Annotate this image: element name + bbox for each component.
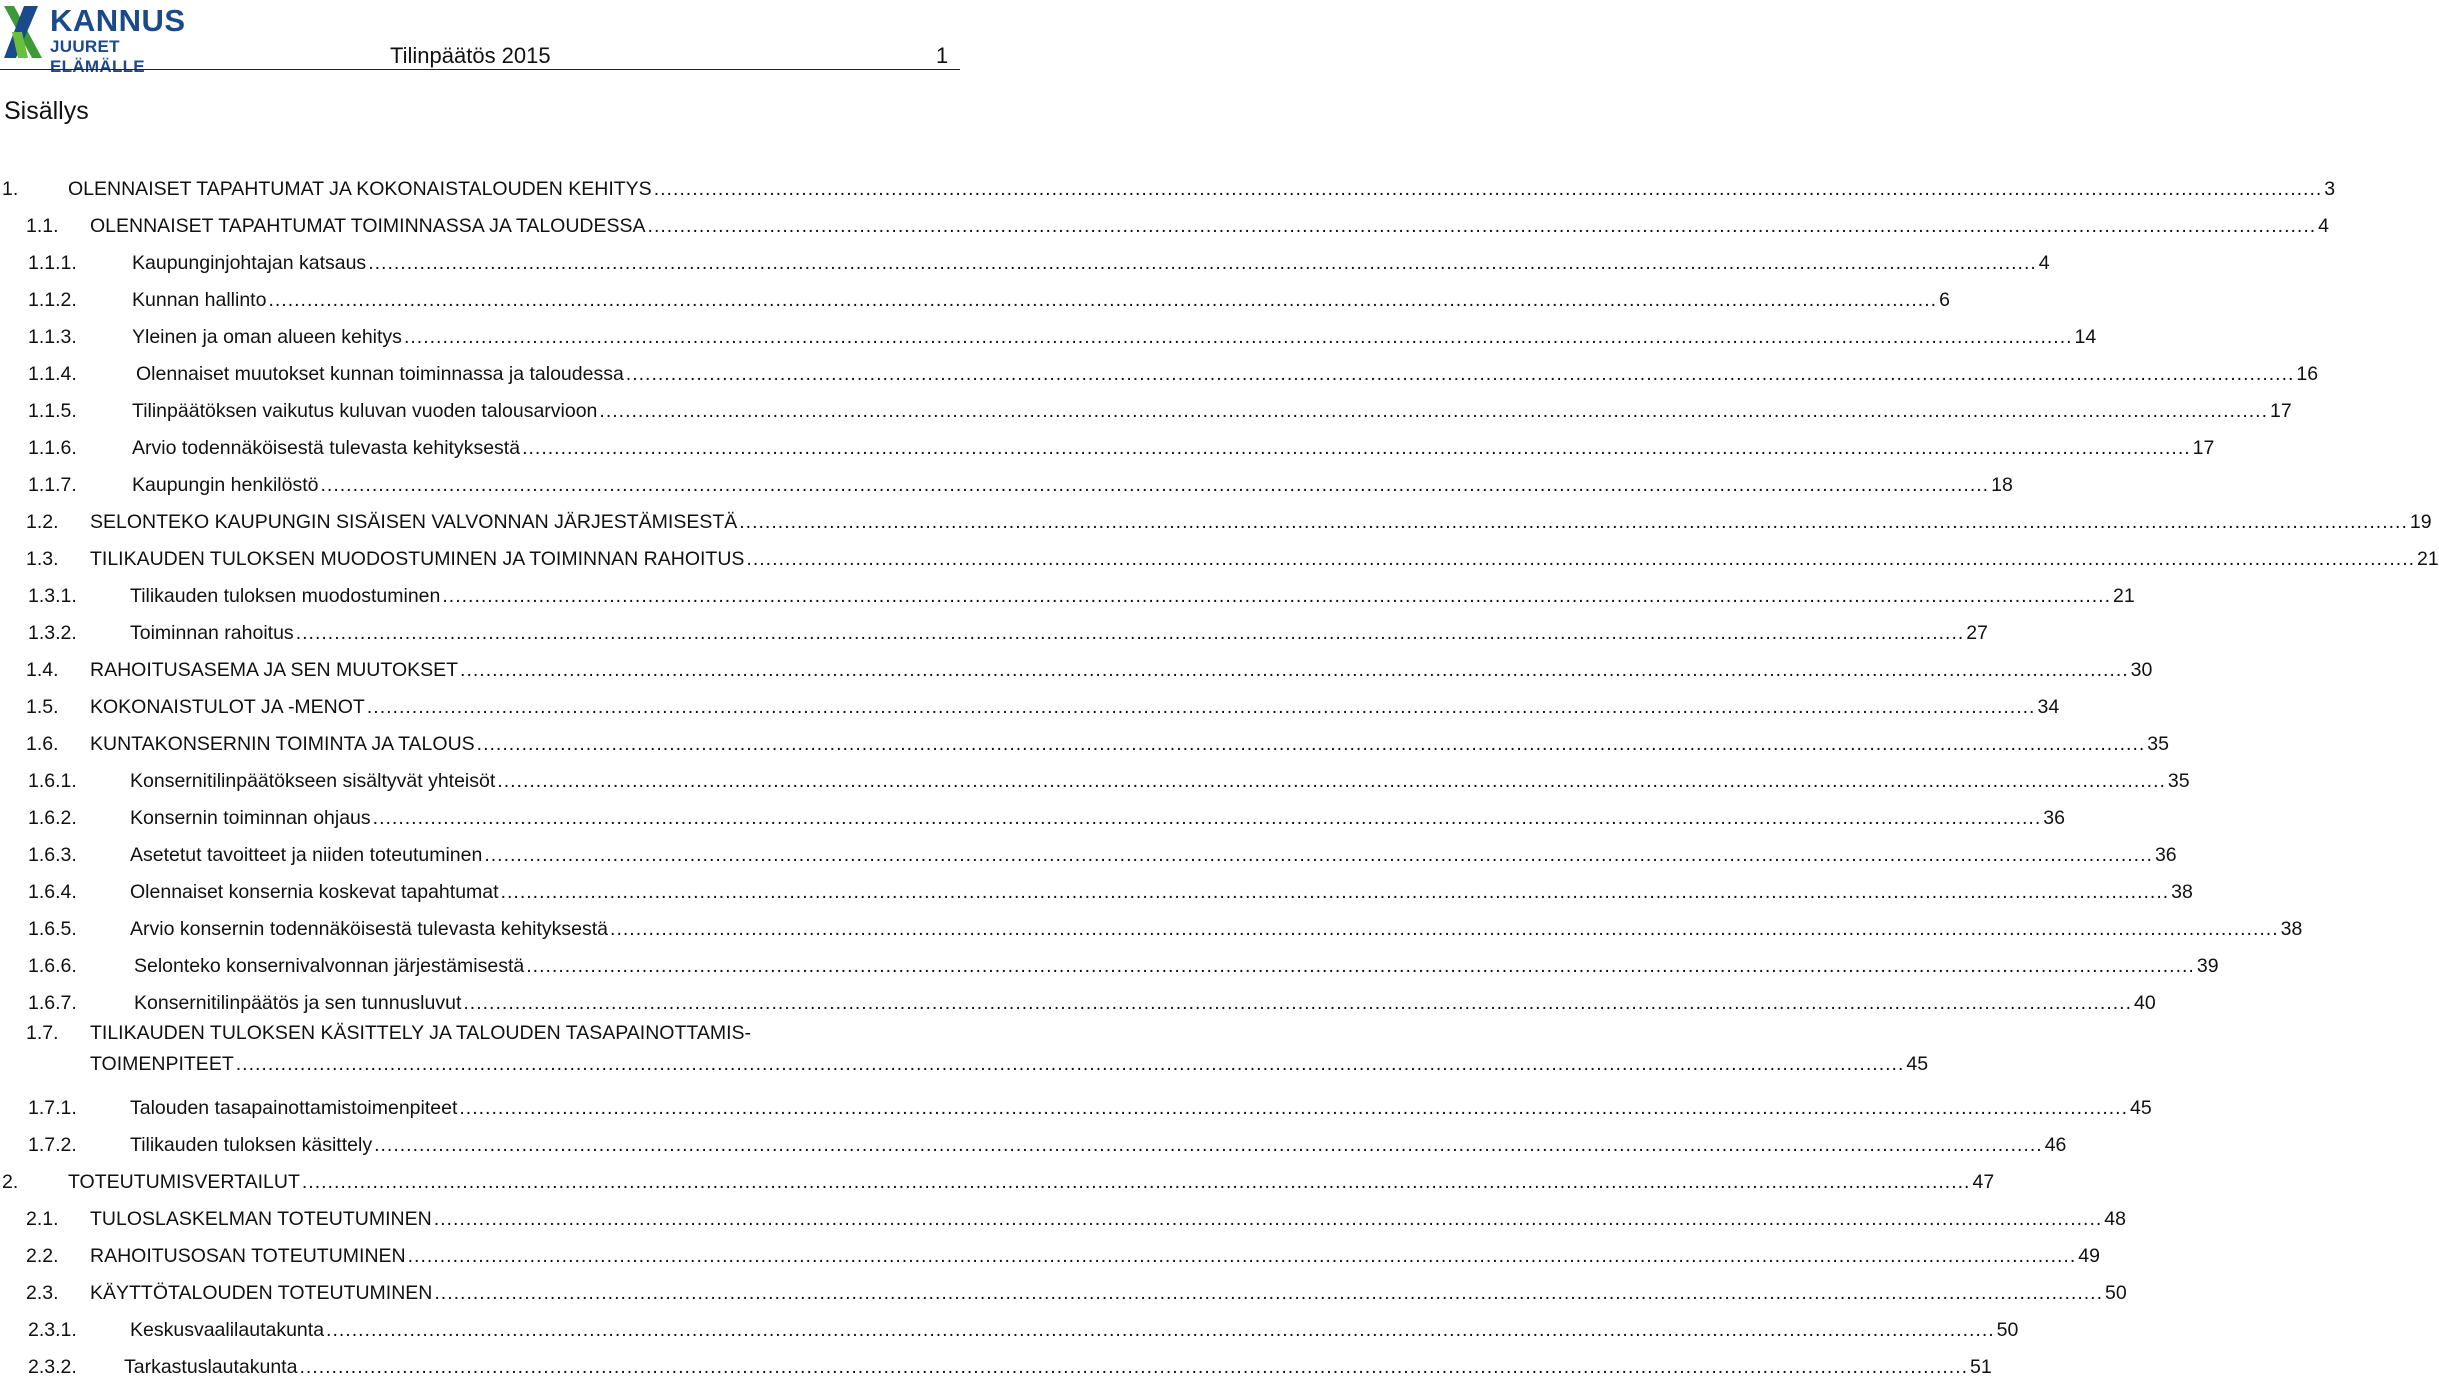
toc-entry-number: 1.7.2. xyxy=(28,1134,77,1156)
dot-leader: .................................................................................................................................................................................................................................................................... xyxy=(299,1356,1969,1378)
toc-entry-number: 1.7.1. xyxy=(28,1097,77,1119)
dot-leader: .................................................................................................................................................................................................................................................................... xyxy=(500,881,2170,903)
toc-entry-number: 2.3.1. xyxy=(28,1319,77,1341)
dot-leader: .................................................................................................................................................................................................................................................................... xyxy=(374,1134,2043,1156)
table-of-contents xyxy=(0,170,2439,1385)
toc-entry-title: Konsernin toiminnan ohjaus xyxy=(130,807,371,829)
toc-entry[interactable] xyxy=(0,355,2319,392)
toc-entry-page: 35 xyxy=(2147,733,2169,755)
toc-entry-line xyxy=(132,399,2292,423)
toc-entry-page: 3 xyxy=(2324,178,2336,200)
toc-entry[interactable] xyxy=(0,392,2292,429)
toc-entry-title: Tilikauden tuloksen käsittely xyxy=(130,1134,373,1156)
toc-entry-line xyxy=(90,510,2432,534)
toc-entry-line xyxy=(90,547,2439,571)
toc-entry-page: 50 xyxy=(1996,1319,2019,1341)
toc-entry-title: Konsernitilinpäätökseen sisältyvät yhteisöt xyxy=(130,770,496,792)
toc-entry-title: Talouden tasapainottamistoimenpiteet xyxy=(130,1097,458,1119)
toc-entry-number: 2.3.2. xyxy=(28,1356,77,1378)
toc-entry-number: 1.1.5. xyxy=(28,400,77,422)
toc-entry-title: RAHOITUSASEMA JA SEN MUUTOKSET xyxy=(90,659,459,681)
logo-brand: KANNUS xyxy=(50,3,186,38)
toc-entry-number: 1.1.4. xyxy=(28,363,77,385)
toc-entry-page: 47 xyxy=(1972,1171,1995,1193)
logo-tagline: JUURET ELÄMÄLLE xyxy=(50,37,145,76)
toc-entry[interactable] xyxy=(0,614,1988,651)
toc-entry-page: 21 xyxy=(2112,585,2135,607)
toc-entry[interactable] xyxy=(0,207,2330,244)
header-divider xyxy=(0,69,960,70)
toc-entry-line xyxy=(90,732,2169,756)
toc-entry-line xyxy=(132,288,1950,312)
dot-leader: .................................................................................................................................................................................................................................................................... xyxy=(368,252,2037,274)
toc-entry-title: Olennaiset muutokset kunnan toiminnassa ja taloudessa xyxy=(136,363,624,385)
toc-entry[interactable] xyxy=(0,984,2156,1021)
toc-entry[interactable] xyxy=(0,1348,1992,1385)
toc-entry[interactable] xyxy=(0,577,2135,614)
toc-entry-page: 45 xyxy=(2130,1097,2152,1119)
dot-leader: .................................................................................................................................................................................................................................................................... xyxy=(442,585,2111,607)
toc-entry-number: 1.7. xyxy=(26,1022,59,1044)
toc-entry-line xyxy=(132,473,2013,497)
toc-entry-title: Yleinen ja oman alueen kehitys xyxy=(132,326,402,348)
toc-entry-line xyxy=(134,991,2156,1015)
dot-leader: .................................................................................................................................................................................................................................................................... xyxy=(739,511,2408,533)
toc-entry-title: Asetetut tavoitteet ja niiden toteutuminen xyxy=(130,844,483,866)
toc-entry-number: 1.5. xyxy=(26,696,59,718)
toc-entry-line xyxy=(134,954,2219,978)
toc-entry[interactable] xyxy=(0,688,2060,725)
toc-entry-page: 16 xyxy=(2296,363,2319,385)
toc-entry-number: 1.6.2. xyxy=(28,807,77,829)
toc-entry-title: Selonteko konsernivalvonnan järjestämisestä xyxy=(134,955,525,977)
dot-leader: .................................................................................................................................................................................................................................................................... xyxy=(599,400,2269,422)
toc-entry-title: OLENNAISET TAPAHTUMAT JA KOKONAISTALOUDEN KEHITYS xyxy=(68,178,652,200)
toc-entry-title: KOKONAISTULOT JA -MENOT xyxy=(90,696,365,718)
dot-leader: .................................................................................................................................................................................................................................................................... xyxy=(235,1053,1905,1075)
toc-entry-line xyxy=(130,1133,2067,1157)
toc-entry-line xyxy=(136,362,2319,386)
toc-entry-title: Kaupunginjohtajan katsaus xyxy=(132,252,367,274)
toc-entry-number: 1. xyxy=(2,178,19,200)
toc-entry-number: 1.1.6. xyxy=(28,437,77,459)
toc-entry-number: 1.3.1. xyxy=(28,585,77,607)
toc-entry-number: 1.1. xyxy=(26,215,59,237)
toc-entry[interactable] xyxy=(0,910,2303,947)
toc-entry-line xyxy=(132,436,2215,460)
toc-entry[interactable] xyxy=(0,799,2065,836)
toc-entry[interactable] xyxy=(0,1237,2100,1274)
toc-entry-number: 1.1.3. xyxy=(28,326,77,348)
toc-entry-number: 1.2. xyxy=(26,511,59,533)
dot-leader: .................................................................................................................................................................................................................................................................... xyxy=(610,918,2279,940)
toc-entry-page: 38 xyxy=(2171,881,2193,903)
dot-leader: .................................................................................................................................................................................................................................................................... xyxy=(497,770,2166,792)
toc-entry-title: Arvio konsernin todennäköisestä tulevasta kehityksestä xyxy=(130,918,609,940)
dot-leader: .................................................................................................................................................................................................................................................................... xyxy=(326,1319,1995,1341)
toc-entry[interactable] xyxy=(0,540,2439,577)
toc-entry-number: 2.1. xyxy=(26,1208,59,1230)
toc-entry-line xyxy=(130,917,2303,941)
toc-entry-line xyxy=(132,325,2097,349)
toc-entry-line xyxy=(130,1318,2019,1342)
toc-entry[interactable] xyxy=(0,1163,1995,1200)
dot-leader: .................................................................................................................................................................................................................................................................... xyxy=(407,1245,2077,1267)
toc-entry-line xyxy=(90,1281,2127,1305)
toc-entry-page: 38 xyxy=(2280,918,2303,940)
toc-entry-line xyxy=(90,1207,2126,1231)
toc-entry-page: 4 xyxy=(2318,215,2330,237)
toc-entry-page: 50 xyxy=(2104,1282,2127,1304)
toc-entry-title: TOIMENPITEET xyxy=(90,1053,234,1075)
toc-entry-page: 39 xyxy=(2196,955,2219,977)
dot-leader: .................................................................................................................................................................................................................................................................... xyxy=(653,178,2323,200)
toc-heading: Sisällys xyxy=(4,97,89,125)
toc-entry-title: Kunnan hallinto xyxy=(132,289,267,311)
toc-entry[interactable] xyxy=(0,281,1950,318)
toc-entry-page: 6 xyxy=(1939,289,1950,311)
dot-leader: .................................................................................................................................................................................................................................................................... xyxy=(522,437,2191,459)
toc-entry-line xyxy=(132,251,2050,275)
toc-entry-title: RAHOITUSOSAN TOTEUTUMINEN xyxy=(90,1245,406,1267)
toc-entry-title: Keskusvaalilautakunta xyxy=(130,1319,325,1341)
toc-entry-number: 1.6.7. xyxy=(28,992,77,1014)
dot-leader: .................................................................................................................................................................................................................................................................... xyxy=(459,1097,2128,1119)
toc-entry-page: 46 xyxy=(2044,1134,2067,1156)
toc-entry-number: 1.1.2. xyxy=(28,289,77,311)
toc-entry-title: OLENNAISET TAPAHTUMAT TOIMINNASSA JA TALOUDESSA xyxy=(90,215,646,237)
dot-leader: .................................................................................................................................................................................................................................................................... xyxy=(295,622,1965,644)
toc-entry-title-line1: TILIKAUDEN TULOKSEN KÄSITTELY JA TALOUDEN TASAPAINOTTAMIS- xyxy=(90,1022,751,1044)
toc-entry-number: 1.6.3. xyxy=(28,844,77,866)
toc-entry-title: TILIKAUDEN TULOKSEN MUODOSTUMINEN JA TOIMINNAN RAHOITUS xyxy=(90,548,745,570)
toc-entry-number: 1.6.1. xyxy=(28,770,77,792)
toc-entry-line xyxy=(130,621,1988,645)
toc-entry-line xyxy=(130,843,2177,867)
toc-entry-page: 30 xyxy=(2130,659,2153,681)
toc-entry[interactable] xyxy=(0,503,2432,540)
dot-leader: .................................................................................................................................................................................................................................................................... xyxy=(320,474,1990,496)
dot-leader: .................................................................................................................................................................................................................................................................... xyxy=(625,363,2295,385)
toc-entry[interactable] xyxy=(0,1089,2152,1126)
toc-entry-page: 36 xyxy=(2043,807,2065,829)
toc-entry[interactable] xyxy=(0,1311,2019,1348)
dot-leader: .................................................................................................................................................................................................................................................................... xyxy=(647,215,2317,237)
toc-entry-page: 36 xyxy=(2154,844,2177,866)
toc-entry-page: 34 xyxy=(2037,696,2060,718)
toc-entry-line xyxy=(68,177,2336,201)
toc-entry-title: Tilinpäätöksen vaikutus kuluvan vuoden talousarvioon xyxy=(132,400,598,422)
toc-entry-title: Arvio todennäköisestä tulevasta kehityksestä xyxy=(132,437,521,459)
toc-entry[interactable] xyxy=(0,1200,2126,1237)
document-title: Tilinpäätös 2015 xyxy=(390,43,551,68)
toc-entry-line xyxy=(90,695,2060,719)
toc-entry-page: 19 xyxy=(2409,511,2432,533)
kannus-logo xyxy=(2,2,198,76)
toc-entry-number: 2. xyxy=(2,1171,19,1193)
toc-entry[interactable] xyxy=(0,947,2219,984)
toc-entry-number: 1.6.4. xyxy=(28,881,77,903)
toc-entry-number: 1.3. xyxy=(26,548,59,570)
toc-entry-number: 2.3. xyxy=(26,1282,59,1304)
toc-entry-number: 1.1.7. xyxy=(28,474,77,496)
toc-entry-title: Toiminnan rahoitus xyxy=(130,622,294,644)
toc-entry-page: 18 xyxy=(1991,474,2013,496)
toc-entry-page: 35 xyxy=(2167,770,2190,792)
dot-leader: .................................................................................................................................................................................................................................................................... xyxy=(526,955,2195,977)
dot-leader: .................................................................................................................................................................................................................................................................... xyxy=(301,1171,1971,1193)
page-header xyxy=(0,0,960,76)
dot-leader: .................................................................................................................................................................................................................................................................... xyxy=(366,696,2036,718)
toc-entry-page: 48 xyxy=(2104,1208,2126,1230)
toc-entry[interactable] xyxy=(0,429,2215,466)
toc-entry[interactable] xyxy=(0,244,2050,281)
toc-entry[interactable] xyxy=(0,762,2190,799)
toc-entry-title: KUNTAKONSERNIN TOIMINTA JA TALOUS xyxy=(90,733,475,755)
toc-entry-line xyxy=(130,880,2193,904)
toc-entry[interactable] xyxy=(0,1274,2127,1311)
toc-entry-page: 49 xyxy=(2078,1245,2100,1267)
toc-entry-line xyxy=(90,1052,1929,1076)
toc-entry-title: Kaupungin henkilöstö xyxy=(132,474,319,496)
dot-leader: .................................................................................................................................................................................................................................................................... xyxy=(372,807,2042,829)
toc-entry-number: 1.6. xyxy=(26,733,59,755)
dot-leader: .................................................................................................................................................................................................................................................................... xyxy=(746,548,2416,570)
toc-entry-title: SELONTEKO KAUPUNGIN SISÄISEN VALVONNAN JÄRJESTÄMISESTÄ xyxy=(90,511,738,533)
toc-entry-line xyxy=(130,806,2065,830)
toc-entry-page: 17 xyxy=(2192,437,2215,459)
dot-leader: .................................................................................................................................................................................................................................................................... xyxy=(434,1282,2103,1304)
toc-entry-line xyxy=(90,1244,2100,1268)
toc-entry-number: 1.1.1. xyxy=(28,252,77,274)
toc-entry-number: 2.2. xyxy=(26,1245,59,1267)
toc-entry-line xyxy=(130,769,2190,793)
dot-leader: .................................................................................................................................................................................................................................................................... xyxy=(268,289,1938,311)
toc-entry-line xyxy=(124,1355,1992,1379)
toc-entry[interactable] xyxy=(0,1126,2067,1163)
toc-entry-page: 14 xyxy=(2074,326,2097,348)
page-number: 1 xyxy=(936,43,949,68)
dot-leader: .................................................................................................................................................................................................................................................................... xyxy=(476,733,2146,755)
toc-entry-title: KÄYTTÖTALOUDEN TOTEUTUMINEN xyxy=(90,1282,433,1304)
toc-entry-page: 27 xyxy=(1966,622,1988,644)
toc-entry-page: 40 xyxy=(2134,992,2156,1014)
toc-entry[interactable] xyxy=(0,836,2177,873)
toc-entry-line xyxy=(90,214,2330,238)
dot-leader: .................................................................................................................................................................................................................................................................... xyxy=(460,659,2129,681)
toc-entry-title: TOTEUTUMISVERTAILUT xyxy=(68,1171,300,1193)
toc-entry[interactable] xyxy=(0,318,2097,355)
toc-entry-number: 1.4. xyxy=(26,659,59,681)
dot-leader: .................................................................................................................................................................................................................................................................... xyxy=(463,992,2132,1014)
toc-entry[interactable] xyxy=(0,1021,1929,1089)
toc-entry-title: Konsernitilinpäätös ja sen tunnusluvut xyxy=(134,992,462,1014)
toc-entry-number: 1.3.2. xyxy=(28,622,77,644)
toc-entry[interactable] xyxy=(0,873,2193,910)
toc-entry[interactable] xyxy=(0,170,2336,207)
toc-entry[interactable] xyxy=(0,651,2153,688)
toc-entry-title: TULOSLASKELMAN TOTEUTUMINEN xyxy=(90,1208,432,1230)
toc-entry-page: 17 xyxy=(2270,400,2292,422)
toc-entry-number: 1.6.6. xyxy=(28,955,77,977)
toc-entry-page: 51 xyxy=(1970,1356,1992,1378)
toc-entry[interactable] xyxy=(0,725,2169,762)
toc-entry-line xyxy=(130,584,2135,608)
toc-entry[interactable] xyxy=(0,466,2013,503)
dot-leader: .................................................................................................................................................................................................................................................................... xyxy=(433,1208,2103,1230)
toc-entry-line xyxy=(130,1096,2152,1120)
toc-entry-number: 1.6.5. xyxy=(28,918,77,940)
toc-entry-page: 21 xyxy=(2417,548,2439,570)
toc-entry-title: Olennaiset konsernia koskevat tapahtumat xyxy=(130,881,499,903)
toc-entry-page: 4 xyxy=(2038,252,2050,274)
toc-entry-title: Tarkastuslautakunta xyxy=(124,1356,298,1378)
toc-entry-line xyxy=(68,1170,1995,1194)
kannus-emblem-icon xyxy=(2,2,48,60)
toc-entry-page: 45 xyxy=(1906,1053,1929,1075)
dot-leader: .................................................................................................................................................................................................................................................................... xyxy=(403,326,2073,348)
toc-entry-title: Tilikauden tuloksen muodostuminen xyxy=(130,585,441,607)
toc-entry-line xyxy=(90,658,2153,682)
dot-leader: .................................................................................................................................................................................................................................................................... xyxy=(484,844,2153,866)
